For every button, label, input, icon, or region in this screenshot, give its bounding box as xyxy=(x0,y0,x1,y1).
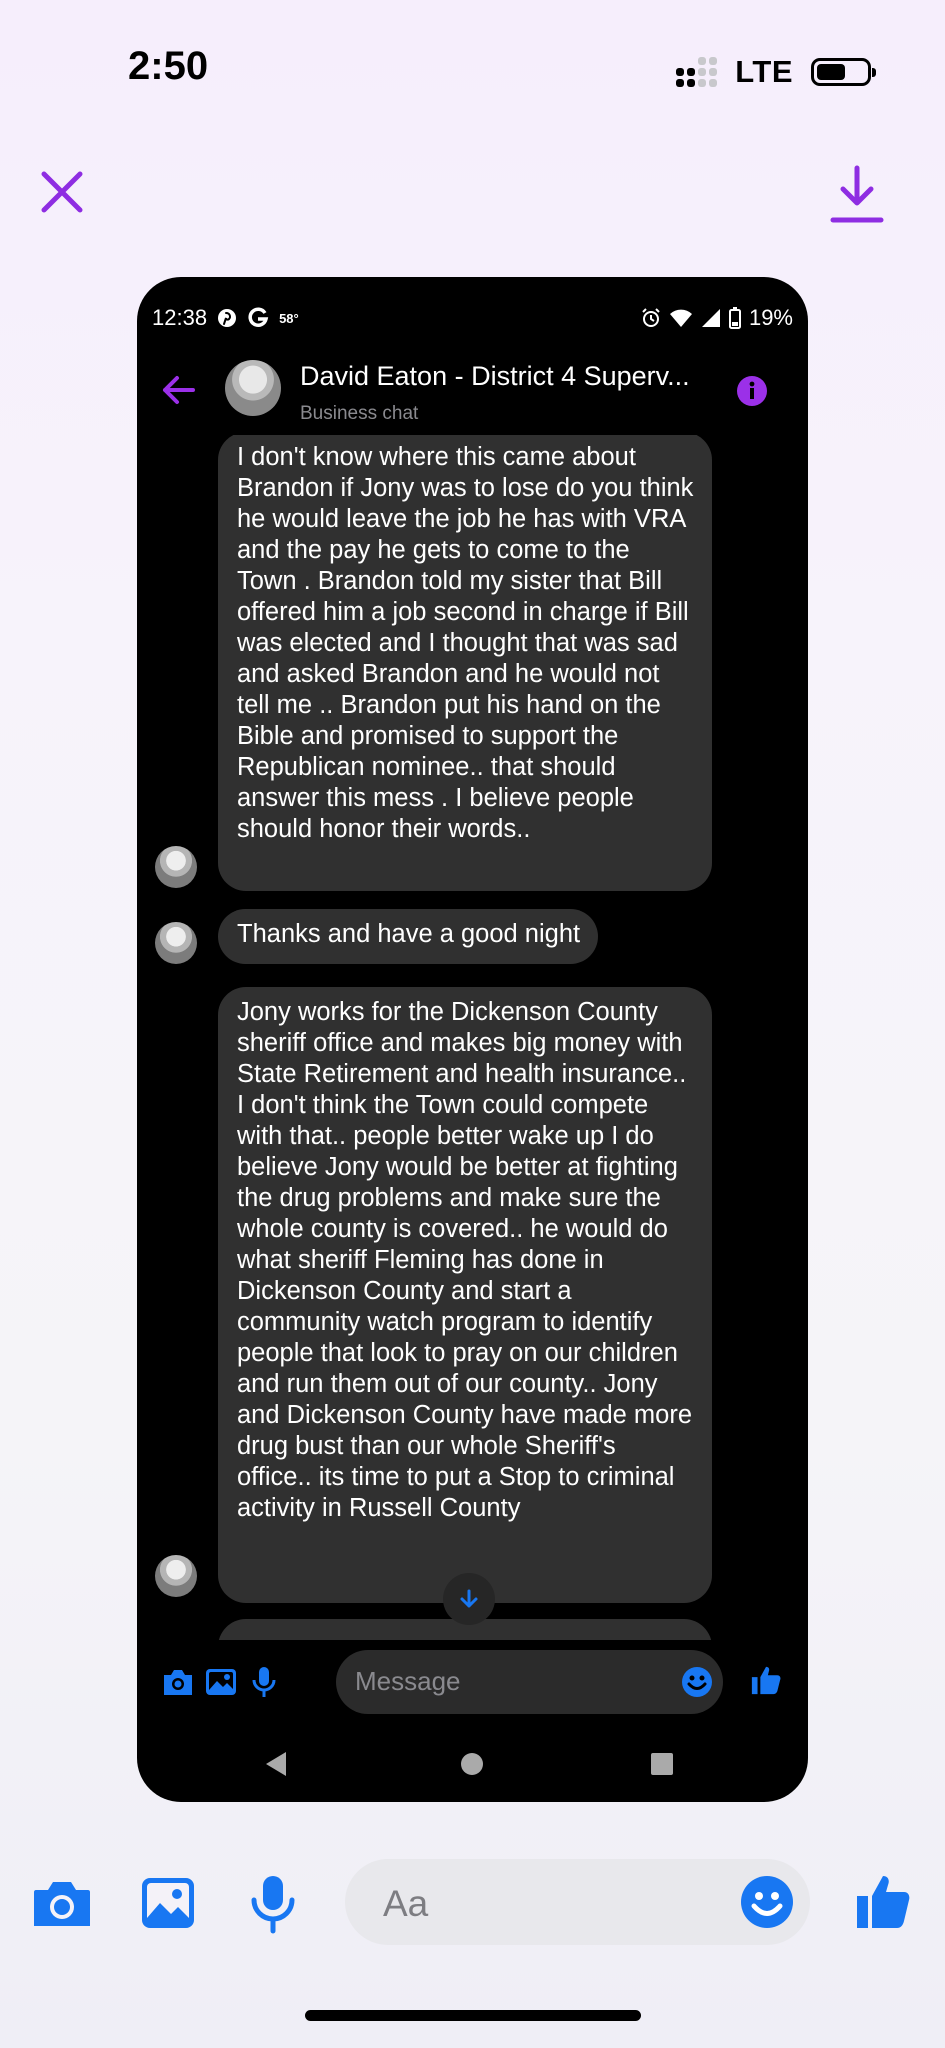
cellular-signal-icon xyxy=(676,57,717,87)
message-input[interactable] xyxy=(336,1650,723,1714)
sender-avatar xyxy=(155,846,197,888)
battery-icon xyxy=(811,58,871,86)
home-indicator xyxy=(305,2010,641,2021)
message-bubble[interactable]: Thanks and have a good night xyxy=(218,909,598,964)
pinterest-icon xyxy=(217,308,237,328)
android-nav-bar xyxy=(137,1747,808,1783)
message-bubble[interactable]: I don't know where this came about Brandon if Jony was to lose do you think he would leave the job he has with VRA and the pay he gets to come to the Town . Brandon told my sister that Bill offered him a job second in charge if Bill was elected and I thought that was sad and asked Brandon and he would not tell me .. Brandon put his hand on the Bible and promised to support the Republican nominee.. that should answer this mess . I believe people should honor their words.. xyxy=(218,435,712,891)
contact-subtitle: Business chat xyxy=(300,403,419,424)
wifi-icon xyxy=(669,308,693,328)
status-time: 2:50 xyxy=(128,44,209,88)
nav-back-icon[interactable] xyxy=(264,1751,288,1777)
battery-percent: 19% xyxy=(748,305,793,330)
thumbs-up-icon[interactable] xyxy=(855,1872,911,1930)
info-icon[interactable] xyxy=(736,375,768,407)
inner-composer xyxy=(137,1650,808,1714)
thumbs-up-icon[interactable] xyxy=(749,1664,783,1696)
emoji-icon[interactable] xyxy=(740,1875,794,1929)
message-bubble[interactable]: Jony works for the Dickenson County sheriff office and makes big money with State Retirement and health insurance.. I don't think the Town could compete with that.. people better wake up I do believe Jony would be better at fighting the drug problems and make sure the whole county is covered.. he would do what sheriff Fleming has done in Dickenson County and start a community watch program to identify people that look to pray on our children and run them out of our county.. Jony and Dickenson County have made more drug bust than our whole Sheriff's office.. its time to put a Stop to criminal activity in Russell County xyxy=(218,987,712,1603)
status-indicators xyxy=(676,52,871,92)
scroll-to-bottom-button[interactable] xyxy=(443,1573,495,1625)
download-icon xyxy=(827,164,887,226)
contact-name[interactable]: David Eaton - District 4 Superv... xyxy=(300,361,690,391)
back-arrow-icon[interactable] xyxy=(161,375,195,405)
microphone-icon[interactable] xyxy=(250,1874,296,1934)
camera-icon[interactable] xyxy=(32,1878,92,1930)
microphone-icon[interactable] xyxy=(247,1666,281,1698)
android-time: 12:38 xyxy=(152,305,208,330)
emoji-icon[interactable] xyxy=(681,1666,713,1698)
gallery-icon[interactable] xyxy=(204,1666,238,1698)
network-type: LTE xyxy=(735,54,793,89)
arrow-down-icon xyxy=(458,1588,480,1610)
cell-signal-icon xyxy=(701,308,721,328)
contact-avatar[interactable] xyxy=(225,360,281,416)
sender-avatar xyxy=(155,922,197,964)
close-button[interactable] xyxy=(38,168,86,216)
download-button[interactable] xyxy=(827,164,887,226)
message-list[interactable] xyxy=(137,435,808,1640)
message-screenshot[interactable] xyxy=(137,277,808,1802)
nav-recents-icon[interactable] xyxy=(650,1752,674,1776)
sender-avatar xyxy=(155,1555,197,1597)
google-icon xyxy=(247,307,269,329)
message-placeholder: Message xyxy=(355,1666,461,1696)
message-input[interactable] xyxy=(345,1859,810,1945)
android-status-bar xyxy=(152,303,793,333)
gallery-icon[interactable] xyxy=(140,1876,196,1930)
message-placeholder: Aa xyxy=(383,1883,429,1924)
close-icon xyxy=(38,168,86,216)
camera-icon[interactable] xyxy=(161,1666,195,1698)
alarm-icon xyxy=(641,308,661,328)
nav-home-icon[interactable] xyxy=(460,1752,484,1776)
battery-icon xyxy=(729,307,741,329)
weather-temp: 58° xyxy=(279,310,299,326)
